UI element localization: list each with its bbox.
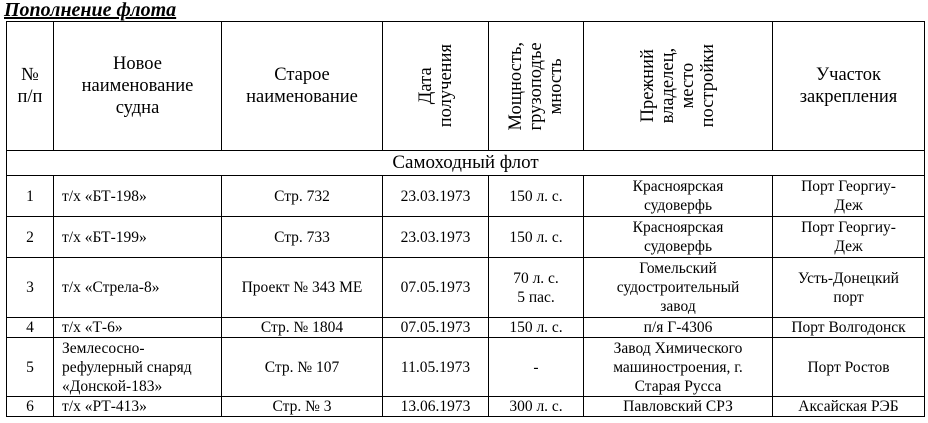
cell-new-name: Землесосно- рефулерный снаряд «Донской-183» — [54, 338, 222, 397]
cell-new-name: т/х «БТ-199» — [54, 217, 222, 258]
cell-new-name: т/х «РТ-413» — [54, 397, 222, 417]
cell-area: Порт Георгиу- Деж — [773, 176, 925, 217]
cell-old-name: Стр. 732 — [222, 176, 383, 217]
cell-date: 23.03.1973 — [383, 176, 489, 217]
cell-area: Порт Волгодонск — [773, 318, 925, 338]
cell-power: 300 л. с. — [489, 397, 584, 417]
cell-num: 4 — [7, 318, 54, 338]
cell-area: Усть-Донецкий порт — [773, 258, 925, 318]
cell-power: 150 л. с. — [489, 176, 584, 217]
cell-old-name: Стр. № 1804 — [222, 318, 383, 338]
header-new-name: Новое наименование судна — [54, 22, 222, 151]
header-area: Участок закрепления — [773, 22, 925, 151]
cell-date: 23.03.1973 — [383, 217, 489, 258]
cell-num: 2 — [7, 217, 54, 258]
cell-power: 150 л. с. — [489, 217, 584, 258]
cell-owner: Красноярская судоверфь — [584, 176, 773, 217]
fleet-table — [6, 21, 925, 417]
table-row — [7, 397, 925, 417]
section-label: Самоходный флот — [7, 151, 925, 176]
cell-new-name: т/х «Т-6» — [54, 318, 222, 338]
header-power: Мощность, грузоподъе мность — [489, 22, 584, 151]
cell-num: 1 — [7, 176, 54, 217]
table-row — [7, 318, 925, 338]
header-row — [7, 22, 925, 151]
cell-num: 5 — [7, 338, 54, 397]
cell-old-name: Стр. № 3 — [222, 397, 383, 417]
document-title: Пополнение флота — [4, 0, 177, 21]
table-row — [7, 338, 925, 397]
cell-owner: Гомельский судостроительный завод — [584, 258, 773, 318]
table-row — [7, 176, 925, 217]
cell-date: 11.05.1973 — [383, 338, 489, 397]
header-owner: Прежний владелец, место постройки — [584, 22, 773, 151]
header-old-name: Старое наименование — [222, 22, 383, 151]
cell-old-name: Проект № 343 МЕ — [222, 258, 383, 318]
cell-date: 07.05.1973 — [383, 318, 489, 338]
cell-owner: Павловский СРЗ — [584, 397, 773, 417]
cell-date: 07.05.1973 — [383, 258, 489, 318]
cell-owner: Красноярская судоверфь — [584, 217, 773, 258]
table-row — [7, 217, 925, 258]
cell-power: 150 л. с. — [489, 318, 584, 338]
cell-area: Порт Ростов — [773, 338, 925, 397]
cell-area: Аксайская РЭБ — [773, 397, 925, 417]
header-num: № п/п — [7, 22, 54, 151]
cell-num: 6 — [7, 397, 54, 417]
cell-power: - — [489, 338, 584, 397]
cell-date: 13.06.1973 — [383, 397, 489, 417]
cell-owner: Завод Химического машиностроения, г. Старая Русса — [584, 338, 773, 397]
header-date: Дата получения — [383, 22, 489, 151]
table-row — [7, 258, 925, 318]
cell-new-name: т/х «Стрела-8» — [54, 258, 222, 318]
section-row — [7, 151, 925, 176]
cell-area: Порт Георгиу- Деж — [773, 217, 925, 258]
cell-old-name: Стр. № 107 — [222, 338, 383, 397]
cell-num: 3 — [7, 258, 54, 318]
cell-new-name: т/х «БТ-198» — [54, 176, 222, 217]
cell-power: 70 л. с. 5 пас. — [489, 258, 584, 318]
cell-owner: п/я Г-4306 — [584, 318, 773, 338]
cell-old-name: Стр. 733 — [222, 217, 383, 258]
